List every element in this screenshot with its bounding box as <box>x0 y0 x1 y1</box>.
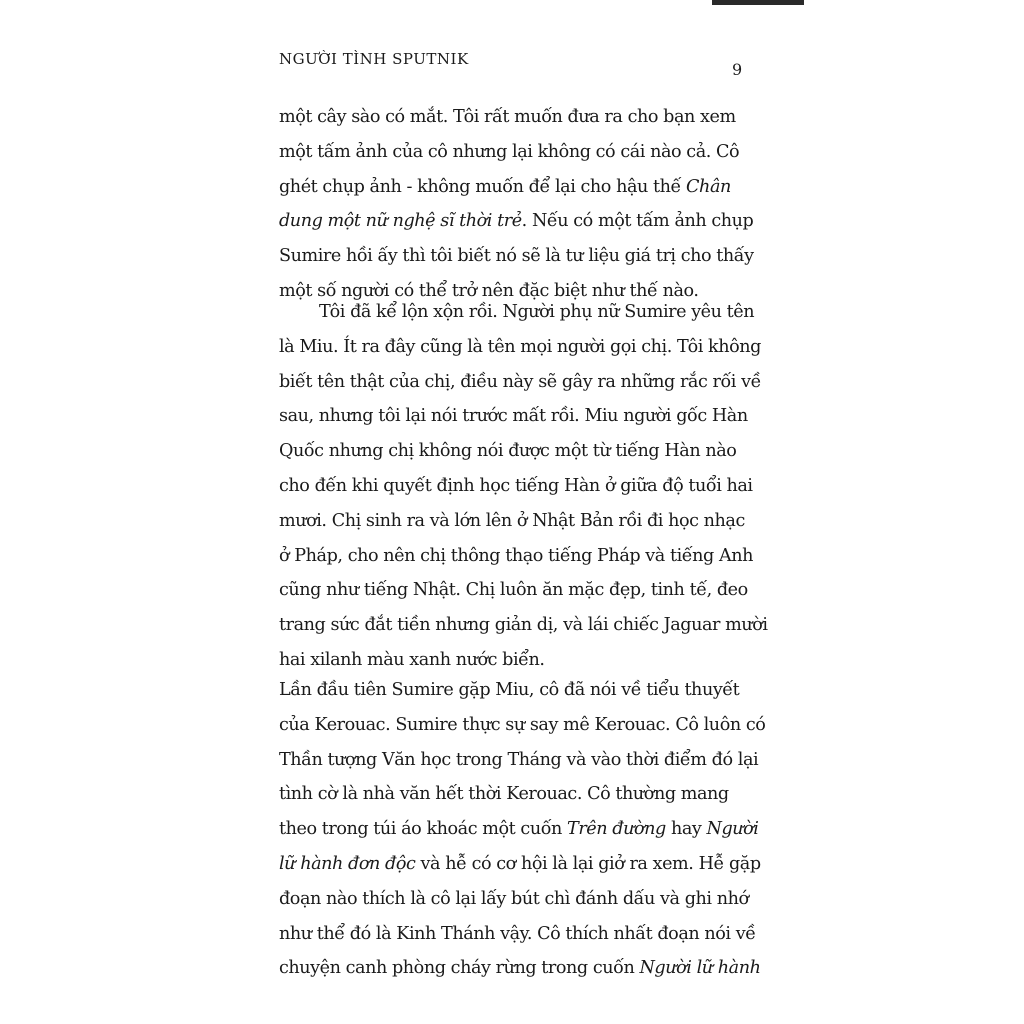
text-line <box>279 882 749 917</box>
text-line <box>279 204 754 239</box>
text-line <box>279 812 759 847</box>
text-line <box>279 295 755 330</box>
text-run: . Nếu có một tấm ảnh chụp <box>521 211 754 232</box>
text-line <box>279 365 761 400</box>
running-head-title: NGƯỜI TÌNH SPUTNIK <box>279 50 469 68</box>
italic-title-run: lữ hành đơn độc <box>279 853 416 874</box>
text-run: là Miu. Ít ra đây cũng là tên mọi người gọi chị. Tôi không <box>279 336 761 357</box>
paragraph-2 <box>279 295 768 678</box>
text-line <box>279 673 749 708</box>
italic-title-run: Người lữ hành <box>639 958 761 979</box>
text-line <box>279 777 749 812</box>
italic-title-run: dung một nữ nghệ sĩ thời trẻ <box>279 211 522 232</box>
text-run: biết tên thật của chị, điều này sẽ gây ra những rắc rối về <box>279 371 761 392</box>
text-run: cũng như tiếng Nhật. Chị luôn ăn mặc đẹp, tinh tế, đeo <box>279 580 748 601</box>
text-run: ghét chụp ảnh - không muốn để lại cho hậu thế <box>279 176 687 197</box>
page-top-edge-shadow <box>712 0 804 5</box>
text-run: một tấm ảnh của cô nhưng lại không có cái nào cả. Cô <box>279 141 740 162</box>
text-run: cho đến khi quyết định học tiếng Hàn ở giữa độ tuổi hai <box>279 475 753 496</box>
text-line <box>279 608 768 643</box>
text-line <box>279 399 749 434</box>
text-run: một cây sào có mắt. Tôi rất muốn đưa ra cho bạn xem <box>279 107 736 127</box>
text-line <box>279 917 756 952</box>
text-run: theo trong túi áo khoác một cuốn <box>279 819 568 840</box>
text-line <box>279 239 754 274</box>
text-run: của Kerouac. Sumire thực sự say mê Kerouac. Cô luôn có <box>279 714 766 735</box>
text-run: và hễ có cơ hội là lại giở ra xem. Hễ gặp <box>415 853 761 874</box>
text-line <box>279 135 749 170</box>
text-line <box>279 434 749 469</box>
text-run: Lần đầu tiên Sumire gặp Miu, cô đã nói về tiểu thuyết <box>279 680 740 700</box>
text-line <box>279 573 749 608</box>
text-run: như thể đó là Kinh Thánh vậy. Cô thích nhất đoạn nói về <box>279 923 756 944</box>
text-line <box>279 170 749 205</box>
text-line <box>279 100 749 135</box>
text-run: tình cờ là nhà văn hết thời Kerouac. Cô thường mang <box>279 784 729 805</box>
paragraph-1 <box>279 100 754 309</box>
text-run: mươi. Chị sinh ra và lớn lên ở Nhật Bản rồi đi học nhạc <box>279 510 745 531</box>
text-line <box>279 847 761 882</box>
text-run: Sumire hồi ấy thì tôi biết nó sẽ là tư liệu giá trị cho thấy <box>279 246 754 267</box>
text-run: hai xilanh màu xanh nước biển. <box>279 649 545 670</box>
italic-title-run: Chân <box>686 176 731 197</box>
text-line <box>279 708 766 743</box>
text-line <box>279 469 753 504</box>
text-run: trang sức đắt tiền nhưng giản dị, và lái chiếc Jaguar mười <box>279 615 768 636</box>
text-run: Tôi đã kể lộn xộn rồi. Người phụ nữ Sumire yêu tên <box>319 302 755 322</box>
text-run: chuyện canh phòng cháy rừng trong cuốn <box>279 958 640 979</box>
text-line <box>279 951 761 986</box>
text-line <box>279 539 754 574</box>
page-number: 9 <box>732 60 743 79</box>
italic-title-run: Trên đường <box>567 819 666 840</box>
text-run: Thần tượng Văn học trong Tháng và vào thời điểm đó lại <box>279 749 759 770</box>
paragraph-3 <box>279 673 766 986</box>
text-line <box>279 504 749 539</box>
text-line <box>279 743 759 778</box>
text-run: đoạn nào thích là cô lại lấy bút chì đánh dấu và ghi nhớ <box>279 888 749 909</box>
text-line <box>279 330 761 365</box>
italic-title-run: Người <box>706 819 759 840</box>
text-run: sau, nhưng tôi lại nói trước mất rồi. Miu người gốc Hàn <box>279 406 748 427</box>
text-run: hay <box>665 819 707 840</box>
text-run: một số người có thể trở nên đặc biệt như thế nào. <box>279 280 699 301</box>
text-run: Quốc nhưng chị không nói được một từ tiếng Hàn nào <box>279 441 737 462</box>
text-run: ở Pháp, cho nên chị thông thạo tiếng Pháp và tiếng Anh <box>279 545 754 566</box>
